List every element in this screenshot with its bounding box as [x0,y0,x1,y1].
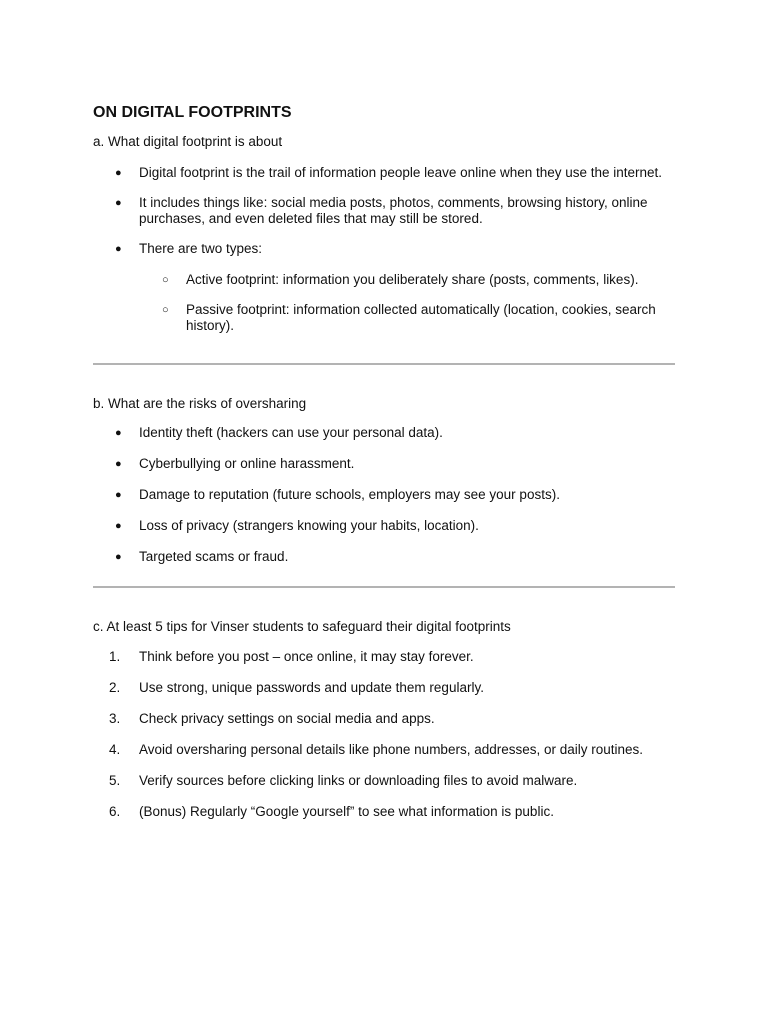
bullet-marker: ● [115,167,122,179]
list-item-text: There are two types: [139,241,263,256]
list-item-text: Identity theft (hackers can use your personal data). [139,425,443,440]
list-item-text: Damage to reputation (future schools, employers may see your posts). [139,487,560,502]
list-item-text: Use strong, unique passwords and update them regularly. [139,680,484,695]
section-c [93,618,675,820]
list-item-text: It includes things like: social media posts, photos, comments, browsing history, online purchases, and even deleted files that may still be stored. [139,195,648,226]
list-item [93,773,675,789]
list-item [93,680,675,696]
bullet-marker: ● [115,243,122,255]
bullet-marker: ● [115,489,122,501]
list-number: 3. [109,711,121,726]
list-number: 2. [109,680,121,695]
section-b [93,395,675,565]
section-a-heading: a. What digital footprint is about [93,134,283,149]
section-a [93,133,675,334]
list-item-text: Check privacy settings on social media and apps. [139,711,435,726]
section-b-heading: b. What are the risks of oversharing [93,396,307,411]
list-item-text: Digital footprint is the trail of information people leave online when they use the internet. [139,165,663,180]
section-divider [93,363,675,365]
sub-list-item-text: Passive footprint: information collected automatically (location, cookies, search history). [186,302,656,333]
list-item [93,549,675,565]
section-b-bullet-list [93,425,675,565]
list-item [93,456,675,472]
list-number: 5. [109,773,121,788]
bullet-marker: ● [115,520,122,532]
list-item [93,711,675,727]
bullet-marker: ● [115,551,122,563]
document-title: ON DIGITAL FOOTPRINTS [93,104,292,121]
sub-bullet-marker: ○ [162,304,169,316]
bullet-marker: ● [115,458,122,470]
list-item [93,804,675,820]
section-divider [93,586,675,588]
list-item [93,487,675,503]
list-item-text: Avoid oversharing personal details like phone numbers, addresses, or daily routines. [139,742,644,757]
bullet-marker: ● [115,427,122,439]
section-a-bullet-list [93,165,675,257]
list-number: 1. [109,649,121,664]
list-item [93,241,675,257]
section-a-sub-list [93,272,675,334]
list-item-text: Loss of privacy (strangers knowing your habits, location). [139,518,479,533]
sub-list-item [93,272,675,288]
bullet-marker: ● [115,197,122,209]
document-page [93,103,675,820]
list-item [93,518,675,534]
list-item-text: (Bonus) Regularly “Google yourself” to see what information is public. [139,804,554,819]
section-c-heading: c. At least 5 tips for Vinser students to safeguard their digital footprints [93,619,511,634]
list-item [93,165,675,181]
list-item [93,742,675,758]
list-item-text: Verify sources before clicking links or downloading files to avoid malware. [139,773,578,788]
list-item-text: Cyberbullying or online harassment. [139,456,355,471]
sub-bullet-marker: ○ [162,274,169,286]
sub-list-item-text: Active footprint: information you deliberately share (posts, comments, likes). [186,272,639,287]
list-item-text: Think before you post – once online, it may stay forever. [139,649,474,664]
list-number: 4. [109,742,121,757]
list-item-text: Targeted scams or fraud. [139,549,289,564]
list-item [93,195,675,227]
list-number: 6. [109,804,121,819]
list-item [93,425,675,441]
sub-list-item [93,302,675,334]
section-c-tips-list [93,649,675,820]
list-item [93,649,675,665]
